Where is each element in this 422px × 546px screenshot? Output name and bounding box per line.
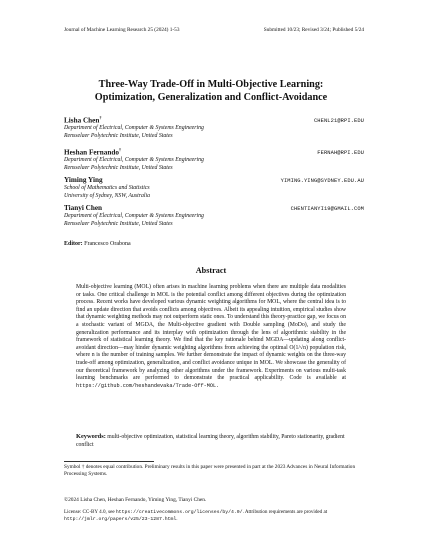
author-name: Tianyi Chen	[64, 204, 103, 213]
author-affiliation-institution: Rensselaer Polytechnic Institute, United States	[64, 220, 173, 227]
keywords-text: multi-objective optimization, statistical learning theory, algorithm stability, Pareto stationarity, gradient conflict	[76, 434, 345, 448]
license-text-3: .	[176, 516, 178, 522]
running-header	[64, 27, 364, 33]
copyright-line: ©2024 Lisha Chen, Heshan Fernando, Yiming Ying, Tianyi Chen.	[64, 497, 207, 503]
license-text-2: . Attribution requirements are provided at	[242, 509, 328, 515]
license-link[interactable]: https://creativecommons.org/licenses/by/4.0/	[115, 510, 243, 515]
author-affiliation-institution: Rensselaer Polytechnic Institute, United States	[64, 164, 173, 171]
author-affiliation-dept: School of Mathematics and Statistics	[64, 185, 150, 192]
author-affiliation-institution: University of Sydney, NSW, Australia	[64, 192, 150, 199]
editor-label: Editor:	[64, 241, 83, 247]
author-email[interactable]: CHENL21@RPI.EDU	[313, 118, 364, 125]
title-line-2: Optimization, Generalization and Conflict-Avoidance	[94, 92, 328, 103]
author-block	[64, 204, 364, 228]
author-name: Heshan Fernando†	[64, 146, 122, 156]
equal-contribution-mark: †	[118, 146, 122, 152]
footnote-text: Symbol † denotes equal contribution. Preliminary results in this paper were presented in part at the 2023 Advances in Neural Information Processing Systems.	[64, 464, 356, 477]
license-text: License: CC-BY 4.0, see	[64, 509, 115, 515]
author-email[interactable]: CHENTIANYI19@GMAIL.COM	[290, 206, 364, 213]
paper-link[interactable]: http://jmlr.org/papers/v25/23-1287.html	[64, 517, 177, 522]
author-list	[64, 113, 364, 233]
editor-line	[64, 241, 131, 247]
license-note	[64, 509, 364, 523]
footnote	[64, 464, 364, 478]
author-block	[64, 145, 364, 173]
title-line-1: Three-Way Trade-Off in Multi-Objective Learning:	[98, 79, 324, 90]
keywords-label: Keywords:	[76, 433, 106, 440]
author-affiliation-dept: Department of Electrical, Computer & Systems Engineering	[64, 213, 204, 220]
author-name: Lisha Chen†	[64, 115, 102, 125]
author-block	[64, 113, 364, 141]
author-email[interactable]: FERNAH@RPI.EDU	[317, 149, 364, 156]
code-link[interactable]: https://github.com/heshandevaka/Trade-Off-MOL.	[76, 382, 220, 389]
journal-citation: Journal of Machine Learning Research 25 (2024) 1-53	[64, 27, 180, 33]
author-affiliation-dept: Department of Electrical, Computer & Systems Engineering	[64, 125, 204, 132]
submission-dates: Submitted 10/23; Revised 3/24; Published 5/24	[263, 27, 364, 33]
keywords	[76, 433, 346, 449]
editor-name: Francesco Orabona	[84, 241, 131, 247]
author-block	[64, 176, 364, 200]
abstract-body	[76, 284, 346, 390]
abstract-heading: Abstract	[195, 266, 227, 275]
author-name: Yiming Ying	[64, 176, 103, 185]
footnote-rule	[64, 461, 154, 462]
author-email[interactable]: YIMING.YING@SYDNEY.EDU.AU	[280, 178, 364, 185]
equal-contribution-mark: †	[99, 115, 102, 120]
paper-title	[40, 78, 382, 104]
author-affiliation-institution: Rensselaer Polytechnic Institute, United States	[64, 132, 173, 139]
author-affiliation-dept: Department of Electrical, Computer & Systems Engineering	[64, 156, 204, 163]
abstract-text: Multi-objective learning (MOL) often arises in machine learning problems when there are multiple data modalities or tasks. One critical challenge in MOL is the potential conflict among different objectives during the optimization process. Recent works have developed various dynamic weighting algorithms for MOL, where the central idea is to find an update direction that avoids conflicts among objectives. Albeit its appealing intuition, empirical studies show that dynamic weighting methods may not outperform static ones. To understand this theory-practice gap, we focus on a stochastic variant of MGDA, the Multi-objective gradient with Double sampling (MoDo), and study the generalization performance and its interplay with optimization through the lens of algorithmic stability in the framework of statistical learning theory. We find that the key rationale behind MGDA—updating along conflict-avoidant direction—may hinder dynamic weighting algorithms from achieving the optimal O(1/√n) population risk, where n is the number of training samples. We further demonstrate the impact of dynamic weights on the three-way trade-off among optimization, generalization, and conflict avoidance unique in MOL. We showcase the generality of our theoretical framework by analyzing other algorithms under the framework. Experiments on various multi-task learning benchmarks are performed to demonstrate the practical applicability. Code is available at	[76, 284, 346, 382]
